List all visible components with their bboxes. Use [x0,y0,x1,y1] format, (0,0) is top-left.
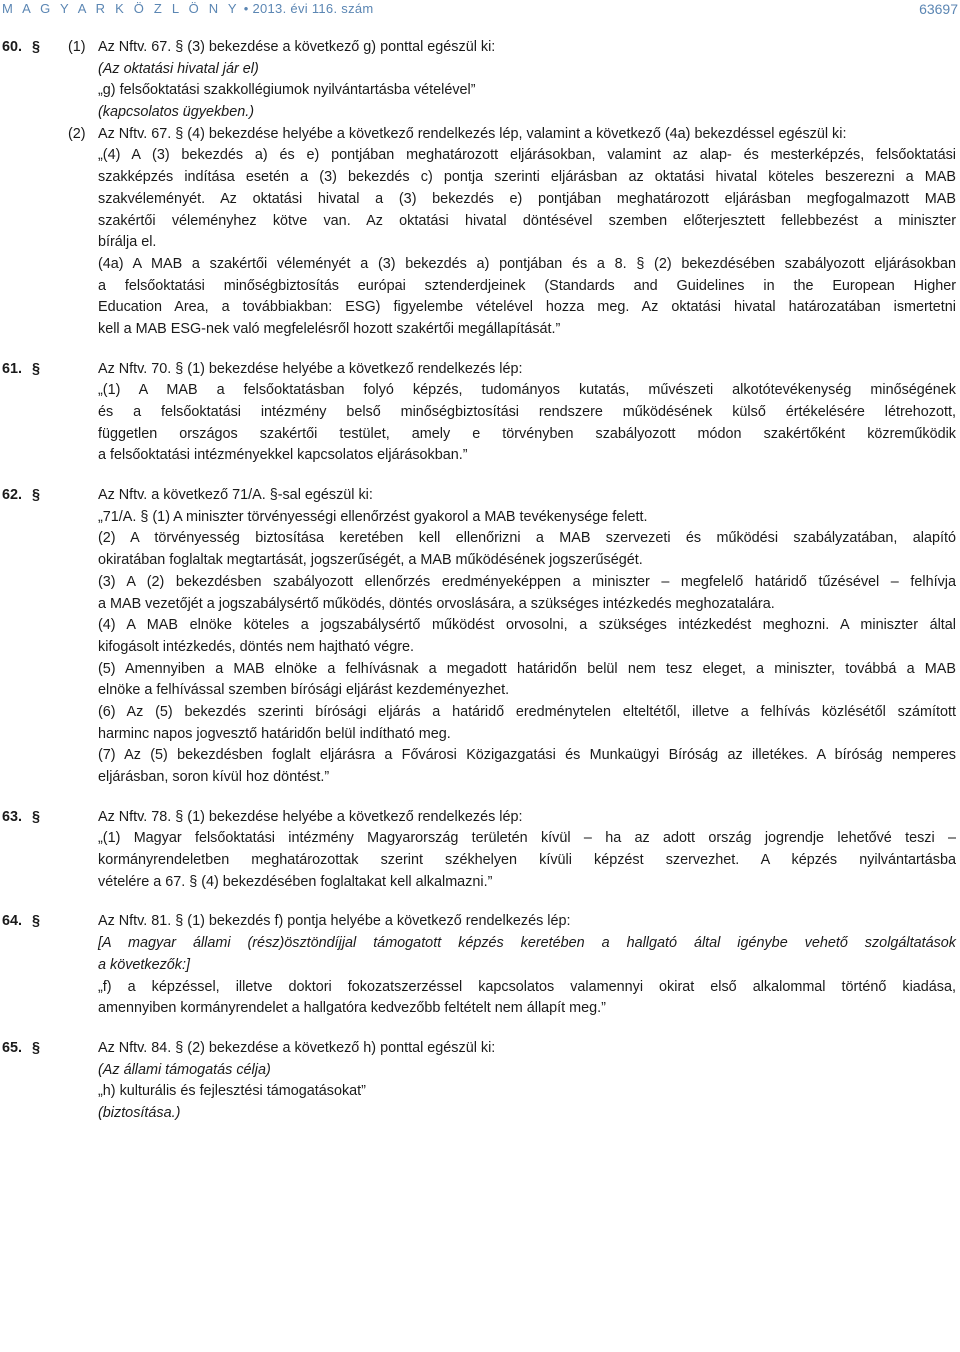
journal-name: M A G Y A R K Ö Z L Ö N Y [2,1,240,16]
section-61 [0,359,960,467]
paragraph [0,380,960,467]
context-text: (biztosítása.) [98,1104,181,1121]
text-line: „(1) A MAB a felsőoktatásban folyó képzés, tudományos kutatás, művészeti alkotótevékenység minőségének [98,382,956,399]
text-line: elnöke a felhívással szemben bírósági eljárást kezdeményezhet. [98,682,510,699]
context-text: (Az oktatási hivatal jár el) [98,60,259,77]
amendment-intro: Az Nftv. 70. § (1) bekezdése helyébe a következő rendelkezés lép: [98,360,523,377]
text-line: (3) A (2) bekezdésben szabályozott ellenőrzés eredményeképpen a miniszter – megfelelő határidő tűzésével – felhívja [98,573,956,590]
text-line: (5) Amennyiben a MAB elnöke a felhívásnak a megadott határidőn belül nem tesz eleget, a miniszter, továbbá a MAB [98,660,956,677]
text-line: és a felsőoktatási intézmény belső minőségbiztosítási rendszere működésének külső értékelésére létrehozott, [98,404,956,420]
context-text: (Az állami támogatás célja) [98,1061,271,1078]
text-line: okiratában foglaltak megtartását, jogszerűségét, a MAB működésének jogszerűségét. [98,552,643,569]
text-line: szakértői véleményhez kötve van. Az oktatási hivatal döntésével szemben előterjesztett fellebbezést a miniszter [98,212,956,229]
text-line: szakképzés indítása esetén a (3) bekezdés c) pontja szerinti eljárásban az oktatási hivatal köteles beszerezni a MAB [98,169,956,186]
section-64 [0,911,960,1019]
amendment-intro: Az Nftv. 78. § (1) bekezdése helyébe a következő rendelkezés lép: [98,808,523,825]
text-line: „f) a képzéssel, illetve doktori fokozatszerzéssel kapcsolatos valamennyi okirat első alkalommal történő kiadása, [98,978,956,995]
text-line: kell a MAB ESG-nek való megfelelésről hozott szakértői megállapítását.” [98,320,561,337]
section-sign: § [32,39,41,55]
text-line: (6) Az (5) bekezdés szerinti bírósági eljárás a határidő eredménytelen elteltétől, illetve a felhívás közlésétől számított [98,703,956,720]
text-line: kormányrendeletben meghatározottak szerint székhelyen kívüli képzést szervezhet. A képzés nyilvántartásba [98,852,956,869]
text-line: (7) Az (5) bekezdésben foglalt eljárásra a Fővárosi Közigazgatási és Munkaügyi Bíróság az illetékes. A bíróság nemperes [98,747,956,764]
document-body [0,37,960,1125]
section-sign: § [32,360,41,377]
text-line: eljárásban, soron kívül hoz döntést.” [98,769,330,785]
text-line: a MAB vezetőjét a jogszabálysértő működés, döntés orvoslására, a szükséges intézkedés meghozatalára. [98,595,775,612]
header-journal-title [2,1,374,16]
section-62 [0,485,960,789]
text-line: amennyiben kormányrendelet a hallgatóra kedvezőbb feltételt nem állapít meg.” [98,1000,606,1017]
quoted-text: „g) felsőoktatási szakkollégiumok nyilvántartásba vételével” [98,82,476,99]
text-line: vételére a 67. § (4) bekezdésében foglaltakat kell alkalmazni.” [98,873,493,890]
section-60 [0,37,960,341]
section-sign: § [32,1039,41,1056]
section-65 [0,1038,960,1125]
section-sign: § [32,487,41,504]
page-number: 63697 [919,1,958,17]
amendment-intro: Az Nftv. a következő 71/A. §-sal egészül ki: [98,487,373,504]
section-number: 61. [2,360,23,377]
quoted-text: „h) kulturális és fejlesztési támogatásokat” [98,1083,366,1100]
section-number: 60. [2,39,23,55]
text-line: a felsőoktatási intézményekkel kapcsolatos eljárásokban.” [98,447,468,464]
amendment-intro: Az Nftv. 84. § (2) bekezdése a következő h) ponttal egészül ki: [98,1039,496,1056]
text-line: szakvéleményét. Az oktatási hivatal a (3) bekezdés e) pontjában meghatározott eljárásban megfogalmazott MAB [98,190,956,207]
amendment-intro: Az Nftv. 67. § (3) bekezdése a következő g) ponttal egészül ki: [98,39,496,55]
text-line: „(1) Magyar felsőoktatási intézmény Magyarország területén kívül – ha az adott ország jogrendje lehetővé teszi – [98,830,956,847]
amendment-intro: Az Nftv. 81. § (1) bekezdés f) pontja helyébe a következő rendelkezés lép: [98,913,571,930]
paragraph [0,254,960,341]
section-number: 64. [2,913,23,930]
context-text: [A magyar állami (rész)ösztöndíjjal támogatott képzés keretében a hallgató által igénybe vehető szolgáltatások [98,935,956,952]
subsection-label: (1) [68,39,86,55]
page-header [0,0,960,20]
subsection-label: (2) [68,125,86,142]
paragraph [0,145,960,253]
context-text: a következők:] [98,956,190,973]
text-line: „71/A. § (1) A miniszter törvényességi ellenőrzést gyakorol a MAB tevékenysége felett. [98,508,648,525]
issue-label: 2013. évi 116. szám [252,1,374,16]
text-line: kifogásolt intézkedés, döntés nem hajtható végre. [98,638,414,655]
text-line: harminc napos jogvesztő határidőn belül indítható meg. [98,725,451,742]
text-line: (2) A törvényesség biztosítása keretében kell ellenőrizni a MAB szervezeti és működési szabályzatában, alapító [98,530,956,547]
section-sign: § [32,913,41,930]
section-number: 63. [2,808,23,825]
text-line: független országos szakértői testület, amely e törvényben szabályozott módon szakértőként közreműködik [98,425,956,442]
text-line: „(4) A (3) bekezdés a) és e) pontjában meghatározott eljárásokban, valamint az alap- és mesterképzés, felsőoktatási [98,147,956,164]
section-number: 62. [2,487,23,504]
header-bullet: • [243,1,249,16]
text-line: Education Area, a továbbiakban: ESG) figyelembe vételével hozza meg. Az oktatási hivatal határozatában ismertetni [98,299,956,316]
text-line: (4) A MAB elnöke köteles a jogszabálysértő működést orvosolni, a szükséges intézkedést meghozni. A miniszter által [98,617,956,634]
section-63 [0,807,960,894]
section-number: 65. [2,1039,23,1056]
text-line: bírálja el. [98,234,157,251]
text-line: a felsőoktatási minőségbiztosítás európai sztenderdjeinek (Standards and Guidelines in the European Higher [98,277,956,294]
text-line: (4a) A MAB a szakértői véleményét a (3) bekezdés a) pontjában és a 8. § (2) bekezdésében szabályozott eljárásokban [98,255,956,272]
amendment-intro: Az Nftv. 67. § (4) bekezdése helyébe a következő rendelkezés lép, valamint a következő (4a) bekezdéssel egészül ki: [98,125,847,142]
section-sign: § [32,808,41,825]
context-text: (kapcsolatos ügyekben.) [98,104,254,121]
